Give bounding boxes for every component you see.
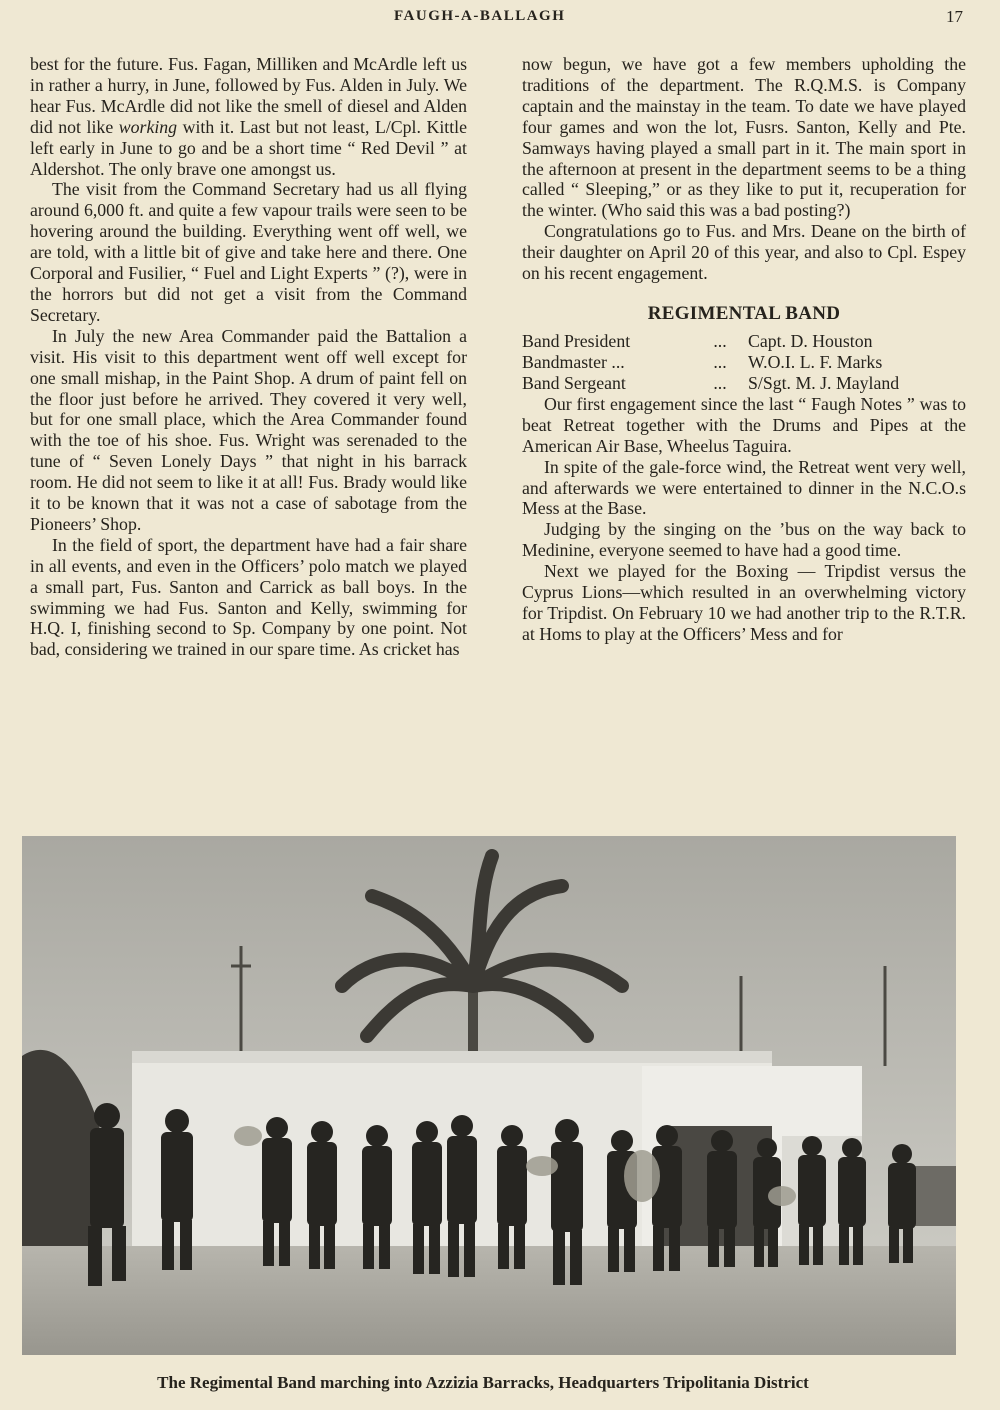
emphasis-text: working xyxy=(118,116,178,137)
role-label: Band Sergeant xyxy=(522,372,626,393)
photo-caption: The Regimental Band marching into Azzizia Barracks, Headquarters Tripolitania District xyxy=(157,1373,809,1392)
role-label: Bandmaster ... xyxy=(522,351,625,372)
role-label: Band President xyxy=(522,330,631,351)
paragraph: The visit from the Command Secretary had us all flying around 6,000 ft. and quite a few vapour trails were seen to be hovering around the building. Everything went off well, we are told, with a little bit of give and take here and there. One Corporal and Fusilier, “ Fuel and Light Experts ” (?), were in the horrors but did not get a visit from the Command Secretary. xyxy=(30,179,467,325)
running-title: FAUGH-A-BALLAGH xyxy=(394,8,566,24)
leader-dots: ... xyxy=(713,351,727,372)
page-header xyxy=(0,8,1000,28)
leader-dots: ... xyxy=(713,372,727,393)
band-roles-table xyxy=(522,331,966,394)
role-name: W.O.I. L. F. Marks xyxy=(748,351,883,372)
paragraph: In the field of sport, the department have had a fair share in all events, and even in the Officers’ polo match we played a small part, Fus. Santon and Carrick as ball boys. In the swimming we had Fus. Santon and Kelly, swimming for H.Q. I, finishing second to Sp. Company by one point. Not bad, considering we trained in our spare time. As cricket has xyxy=(30,534,467,660)
barracks-building xyxy=(132,1051,956,1256)
leader-dots: ... xyxy=(713,330,727,351)
paragraph-text: best for the future. Fus. Fagan, Milliken and McArdle left us in rather a hurry, in June, followed by Fus. Alden in July. We hear Fus. McArdle did not like the smell of diesel and Alden did not like xyxy=(30,54,467,137)
role-name: S/Sgt. M. J. Mayland xyxy=(748,372,900,393)
paragraph: Congratulations go to Fus. and Mrs. Deane on the birth of their daughter on April 20 of this year, and also to Cpl. Espey on his recent engagement. xyxy=(522,221,966,284)
band-photo-illustration xyxy=(22,836,956,1355)
paragraph-text: with it. Last but not least, L/Cpl. Kittle left early in June to go and be a short time “ Red Devil ” at Aldershot. The only brave one amongst us. xyxy=(30,116,467,179)
paragraph: now begun, we have got a few members upholding the traditions of the department. The R.Q.M.S. is Company captain and the mainstay in the team. To date we have played four games and won the lot, Fusrs. Santon, Kelly and Pte. Samways having played a small part in it. The main sport in the afternoon at present in the department seems to be a thing called “ Sleeping,” or as they like to put it, recuperation for the winter. (Who said this was a bad posting?) xyxy=(522,54,966,221)
left-column xyxy=(30,54,467,660)
page-number: 17 xyxy=(946,7,963,26)
paragraph: In July the new Area Commander paid the Battalion a visit. His visit to this department went off well except for one small mishap, in the Paint Shop. A drum of paint fell on the floor just before he arrived. They covered it very well, but for one small place, which the Area Commander found with the toe of his shoe. Fus. Wright was serenaded to the tune of “ Seven Lonely Days ” that night in his barrack room. He did not seem to like it at all! Fus. Brady would like it to be known that it was not a case of sabotage from the Pioneers’ Shop. xyxy=(30,325,467,534)
paragraph: Our first engagement since the last “ Faugh Notes ” was to beat Retreat together with the Drums and Pipes at the American Air Base, Wheelus Taguira. xyxy=(522,393,966,456)
band-role-row xyxy=(522,352,966,373)
paragraph: In spite of the gale-force wind, the Retreat went very well, and afterwards we were entertained to dinner in the N.C.O.s Mess at the Base. xyxy=(522,456,966,519)
paragraph: Next we played for the Boxing — Tripdist versus the Cyprus Lions—which resulted in an overwhelming victory for Tripdist. On February 10 we had another trip to the R.T.R. at Homs to play at the Officers’ Mess and for xyxy=(522,561,966,644)
right-column xyxy=(522,54,966,645)
band-role-row xyxy=(522,331,966,352)
section-heading: REGIMENTAL BAND xyxy=(647,302,841,324)
band-photo xyxy=(22,836,956,1355)
role-name: Capt. D. Houston xyxy=(748,330,873,351)
band-role-row xyxy=(522,373,966,394)
paragraph: Judging by the singing on the ’bus on the way back to Medinine, everyone seemed to have had a good time. xyxy=(522,519,966,561)
paragraph xyxy=(30,54,467,179)
